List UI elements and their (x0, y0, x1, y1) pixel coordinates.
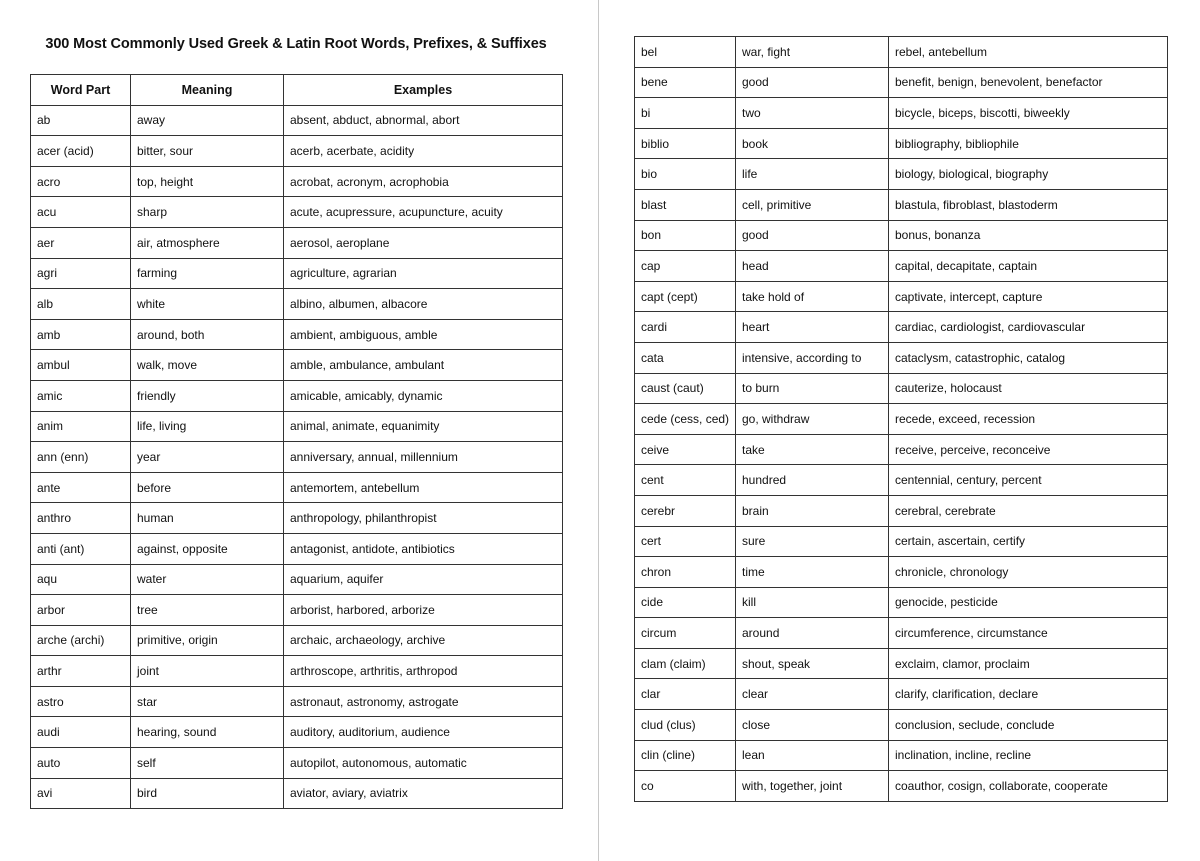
table-row (31, 166, 563, 197)
table-row (635, 648, 1168, 679)
header-meaning: Meaning (131, 75, 284, 106)
examples-cell: aviator, aviary, aviatrix (284, 778, 563, 809)
word-part-cell: arbor (31, 595, 131, 626)
word-part-cell: cardi (635, 312, 736, 343)
table-row (635, 557, 1168, 588)
examples-cell: certain, ascertain, certify (889, 526, 1168, 557)
meaning-cell: time (736, 557, 889, 588)
word-part-cell: cide (635, 587, 736, 618)
examples-cell: absent, abduct, abnormal, abort (284, 105, 563, 136)
word-part-cell: agri (31, 258, 131, 289)
right-table-body (635, 37, 1168, 802)
meaning-cell: sure (736, 526, 889, 557)
table-row (635, 251, 1168, 282)
table-row (31, 411, 563, 442)
examples-cell: arborist, harbored, arborize (284, 595, 563, 626)
examples-cell: acute, acupressure, acupuncture, acuity (284, 197, 563, 228)
table-row (635, 404, 1168, 435)
meaning-cell: tree (131, 595, 284, 626)
left-table-body (31, 105, 563, 809)
meaning-cell: book (736, 128, 889, 159)
word-part-cell: arche (archi) (31, 625, 131, 656)
examples-cell: cataclysm, catastrophic, catalog (889, 342, 1168, 373)
meaning-cell: intensive, according to (736, 342, 889, 373)
table-row (31, 533, 563, 564)
table-row (635, 587, 1168, 618)
word-part-cell: anthro (31, 503, 131, 534)
examples-cell: exclaim, clamor, proclaim (889, 648, 1168, 679)
examples-cell: genocide, pesticide (889, 587, 1168, 618)
table-row (31, 656, 563, 687)
header-word-part: Word Part (31, 75, 131, 106)
table-row (31, 319, 563, 350)
word-part-cell: clam (claim) (635, 648, 736, 679)
table-row (31, 380, 563, 411)
header-examples: Examples (284, 75, 563, 106)
examples-cell: anthropology, philanthropist (284, 503, 563, 534)
meaning-cell: life, living (131, 411, 284, 442)
word-part-cell: cede (cess, ced) (635, 404, 736, 435)
meaning-cell: lean (736, 740, 889, 771)
meaning-cell: farming (131, 258, 284, 289)
examples-cell: bonus, bonanza (889, 220, 1168, 251)
meaning-cell: year (131, 442, 284, 473)
examples-cell: recede, exceed, recession (889, 404, 1168, 435)
word-part-cell: auto (31, 748, 131, 779)
meaning-cell: heart (736, 312, 889, 343)
meaning-cell: kill (736, 587, 889, 618)
examples-cell: amble, ambulance, ambulant (284, 350, 563, 381)
table-row (635, 618, 1168, 649)
table-row (31, 105, 563, 136)
examples-cell: auditory, auditorium, audience (284, 717, 563, 748)
right-root-table (634, 36, 1168, 802)
meaning-cell: brain (736, 495, 889, 526)
meaning-cell: cell, primitive (736, 189, 889, 220)
table-row (635, 281, 1168, 312)
word-part-cell: bel (635, 37, 736, 68)
table-row (635, 465, 1168, 496)
meaning-cell: to burn (736, 373, 889, 404)
word-part-cell: circum (635, 618, 736, 649)
word-part-cell: ante (31, 472, 131, 503)
word-part-cell: bene (635, 67, 736, 98)
word-part-cell: clin (cline) (635, 740, 736, 771)
table-row (635, 342, 1168, 373)
table-row (31, 442, 563, 473)
examples-cell: aquarium, aquifer (284, 564, 563, 595)
table-row (635, 128, 1168, 159)
table-row (31, 748, 563, 779)
examples-cell: archaic, archaeology, archive (284, 625, 563, 656)
word-part-cell: avi (31, 778, 131, 809)
examples-cell: arthroscope, arthritis, arthropod (284, 656, 563, 687)
meaning-cell: sharp (131, 197, 284, 228)
meaning-cell: good (736, 67, 889, 98)
examples-cell: acerb, acerbate, acidity (284, 136, 563, 167)
table-row (31, 625, 563, 656)
word-part-cell: cap (635, 251, 736, 282)
word-part-cell: chron (635, 557, 736, 588)
meaning-cell: go, withdraw (736, 404, 889, 435)
meaning-cell: away (131, 105, 284, 136)
examples-cell: anniversary, annual, millennium (284, 442, 563, 473)
examples-cell: albino, albumen, albacore (284, 289, 563, 320)
meaning-cell: joint (131, 656, 284, 687)
meaning-cell: war, fight (736, 37, 889, 68)
table-row (31, 778, 563, 809)
table-row (31, 717, 563, 748)
word-part-cell: capt (cept) (635, 281, 736, 312)
word-part-cell: astro (31, 686, 131, 717)
table-header-row (31, 75, 563, 106)
table-row (635, 526, 1168, 557)
table-row (31, 350, 563, 381)
examples-cell: blastula, fibroblast, blastoderm (889, 189, 1168, 220)
word-part-cell: bon (635, 220, 736, 251)
examples-cell: cardiac, cardiologist, cardiovascular (889, 312, 1168, 343)
table-row (635, 771, 1168, 802)
left-root-table (30, 74, 563, 809)
table-row (31, 686, 563, 717)
meaning-cell: with, together, joint (736, 771, 889, 802)
examples-cell: antagonist, antidote, antibiotics (284, 533, 563, 564)
meaning-cell: primitive, origin (131, 625, 284, 656)
table-row (635, 740, 1168, 771)
table-row (31, 472, 563, 503)
word-part-cell: anim (31, 411, 131, 442)
examples-cell: captivate, intercept, capture (889, 281, 1168, 312)
meaning-cell: before (131, 472, 284, 503)
meaning-cell: around, both (131, 319, 284, 350)
word-part-cell: acro (31, 166, 131, 197)
table-row (635, 679, 1168, 710)
examples-cell: aerosol, aeroplane (284, 227, 563, 258)
word-part-cell: cent (635, 465, 736, 496)
table-row (635, 67, 1168, 98)
examples-cell: benefit, benign, benevolent, benefactor (889, 67, 1168, 98)
word-part-cell: ann (enn) (31, 442, 131, 473)
word-part-cell: cerebr (635, 495, 736, 526)
table-row (31, 595, 563, 626)
examples-cell: amicable, amicably, dynamic (284, 380, 563, 411)
word-part-cell: cata (635, 342, 736, 373)
table-row (635, 189, 1168, 220)
word-part-cell: acu (31, 197, 131, 228)
table-row (635, 159, 1168, 190)
examples-cell: antemortem, antebellum (284, 472, 563, 503)
word-part-cell: blast (635, 189, 736, 220)
meaning-cell: close (736, 710, 889, 741)
word-part-cell: cert (635, 526, 736, 557)
table-row (31, 503, 563, 534)
word-part-cell: ambul (31, 350, 131, 381)
meaning-cell: hundred (736, 465, 889, 496)
table-row (31, 564, 563, 595)
meaning-cell: head (736, 251, 889, 282)
examples-cell: astronaut, astronomy, astrogate (284, 686, 563, 717)
examples-cell: chronicle, chronology (889, 557, 1168, 588)
table-row (635, 312, 1168, 343)
word-part-cell: alb (31, 289, 131, 320)
meaning-cell: self (131, 748, 284, 779)
table-row (31, 227, 563, 258)
table-row (635, 98, 1168, 129)
word-part-cell: aer (31, 227, 131, 258)
examples-cell: ambient, ambiguous, amble (284, 319, 563, 350)
word-part-cell: bi (635, 98, 736, 129)
table-row (635, 495, 1168, 526)
word-part-cell: ab (31, 105, 131, 136)
meaning-cell: air, atmosphere (131, 227, 284, 258)
examples-cell: bicycle, biceps, biscotti, biweekly (889, 98, 1168, 129)
word-part-cell: anti (ant) (31, 533, 131, 564)
meaning-cell: star (131, 686, 284, 717)
meaning-cell: two (736, 98, 889, 129)
word-part-cell: ceive (635, 434, 736, 465)
table-row (635, 37, 1168, 68)
meaning-cell: water (131, 564, 284, 595)
meaning-cell: life (736, 159, 889, 190)
page-divider (598, 0, 599, 861)
examples-cell: circumference, circumstance (889, 618, 1168, 649)
meaning-cell: friendly (131, 380, 284, 411)
meaning-cell: around (736, 618, 889, 649)
table-row (635, 373, 1168, 404)
meaning-cell: white (131, 289, 284, 320)
examples-cell: capital, decapitate, captain (889, 251, 1168, 282)
meaning-cell: good (736, 220, 889, 251)
examples-cell: animal, animate, equanimity (284, 411, 563, 442)
examples-cell: conclusion, seclude, conclude (889, 710, 1168, 741)
table-row (635, 434, 1168, 465)
table-row (31, 258, 563, 289)
word-part-cell: audi (31, 717, 131, 748)
examples-cell: rebel, antebellum (889, 37, 1168, 68)
meaning-cell: against, opposite (131, 533, 284, 564)
meaning-cell: top, height (131, 166, 284, 197)
meaning-cell: take hold of (736, 281, 889, 312)
word-part-cell: amic (31, 380, 131, 411)
examples-cell: centennial, century, percent (889, 465, 1168, 496)
word-part-cell: co (635, 771, 736, 802)
meaning-cell: clear (736, 679, 889, 710)
word-part-cell: acer (acid) (31, 136, 131, 167)
table-row (635, 710, 1168, 741)
word-part-cell: arthr (31, 656, 131, 687)
word-part-cell: caust (caut) (635, 373, 736, 404)
table-row (31, 197, 563, 228)
table-row (635, 220, 1168, 251)
table-row (31, 289, 563, 320)
examples-cell: clarify, clarification, declare (889, 679, 1168, 710)
examples-cell: cerebral, cerebrate (889, 495, 1168, 526)
table-row (31, 136, 563, 167)
examples-cell: coauthor, cosign, collaborate, cooperate (889, 771, 1168, 802)
examples-cell: agriculture, agrarian (284, 258, 563, 289)
word-part-cell: amb (31, 319, 131, 350)
word-part-cell: clar (635, 679, 736, 710)
meaning-cell: shout, speak (736, 648, 889, 679)
examples-cell: inclination, incline, recline (889, 740, 1168, 771)
word-part-cell: aqu (31, 564, 131, 595)
examples-cell: acrobat, acronym, acrophobia (284, 166, 563, 197)
examples-cell: bibliography, bibliophile (889, 128, 1168, 159)
word-part-cell: bio (635, 159, 736, 190)
meaning-cell: hearing, sound (131, 717, 284, 748)
meaning-cell: bird (131, 778, 284, 809)
examples-cell: cauterize, holocaust (889, 373, 1168, 404)
word-part-cell: biblio (635, 128, 736, 159)
meaning-cell: human (131, 503, 284, 534)
examples-cell: autopilot, autonomous, automatic (284, 748, 563, 779)
document-title: 300 Most Commonly Used Greek & Latin Root Words, Prefixes, & Suffixes (45, 36, 547, 52)
word-part-cell: clud (clus) (635, 710, 736, 741)
meaning-cell: bitter, sour (131, 136, 284, 167)
meaning-cell: walk, move (131, 350, 284, 381)
examples-cell: biology, biological, biography (889, 159, 1168, 190)
meaning-cell: take (736, 434, 889, 465)
examples-cell: receive, perceive, reconceive (889, 434, 1168, 465)
